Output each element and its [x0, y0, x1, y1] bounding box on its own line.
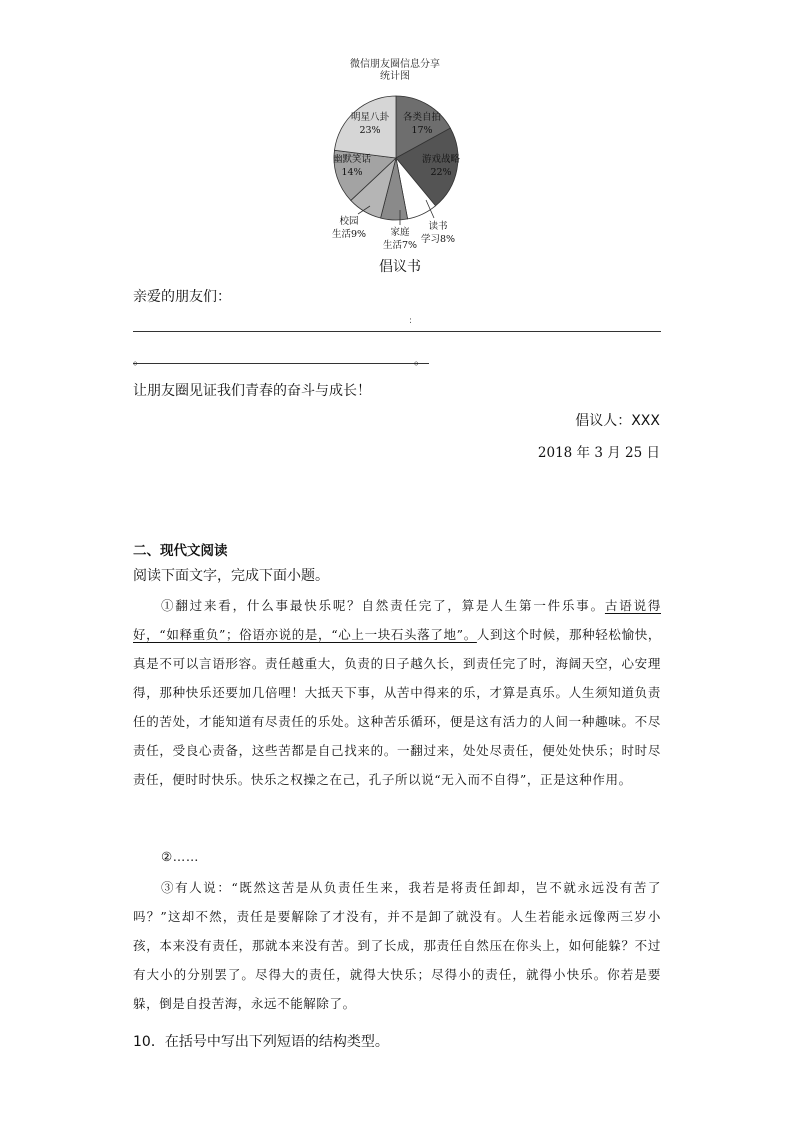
salutation: 亲爱的朋友们：	[133, 289, 231, 305]
paragraph-1-rest: 人到这个时候，那种轻松愉快，真是不可以言语形容。责任越重大，负责的日子越久长，到责任完了时，海阔天空，心安理得，那种快乐还要加几倍哩！大抵天下事，从苦中得来的乐，才算是真乐。人生须知道负责任的苦处，才能知道有尽责任的乐处。这种苦乐循环，便是这有活力的人间一种趣味。不尽责任，受良心责备，这些苦都是自己找来的。一翻过来，处处尽责任，便处处快乐；时时尽责任，便时时快乐。快乐之权操之在己，孔子所以说“无入而不自得”，正是这种作用。	[133, 627, 661, 787]
answer-blank-line-1	[133, 331, 661, 332]
pie-slice-label-4: 家庭生活7%	[382, 227, 418, 251]
answer-blank-line-2	[133, 363, 429, 364]
paragraph-1-underlined: 古语说得好，“如释重负”；俗语亦说的是，“心上一块石头落了地”。	[133, 598, 661, 642]
pie-slice-label-7: 明星八卦 23%	[350, 112, 390, 136]
pie-slice-label-5: 校园生活9%	[331, 216, 367, 240]
question-10: 10．在括号中写出下列短语的结构类型。	[133, 1034, 389, 1050]
chart-title-line-2: 统计图	[380, 71, 410, 82]
paragraph-3: ③有人说：“既然这苦是从负责任生来，我若是将责任卸却，岂不就永远没有苦了吗？”这却不然，责任是要解除了才没有，并不是卸了就没有。人生若能永远像两三岁小孩，本来没有责任，那就本来没有苦。到了长成，那责任自然压在你头上，如何能躲？不过有大小的分别罢了。尽得大的责任，就得大快乐；尽得小的责任，就得小快乐。你若是要躲，倒是自投苦海，永远不能解除了。	[133, 880, 661, 1011]
paragraph-1-start: ①翻过来看，什么事最快乐呢？自然责任完了，算是人生第一件乐事。	[161, 598, 605, 613]
letter-signer: 倡议人：XXX	[575, 413, 660, 429]
letter-date: 2018 年 3 月 25 日	[537, 445, 660, 461]
pie-slice-label-3: 读书学习8%	[420, 221, 456, 245]
letter-caption: 倡议书	[379, 259, 421, 275]
reading-instruction: 阅读下面文字，完成下面小题。	[133, 568, 329, 584]
pie-slice-label-6: 幽默笑话 14%	[332, 154, 372, 178]
blank-colon-mark: :	[409, 316, 413, 326]
letter-slogan: 让朋友圈见证我们青春的奋斗与成长！	[133, 383, 371, 399]
pie-chart	[320, 82, 480, 252]
section-title: 二、现代文阅读	[133, 543, 228, 559]
blank-period-start: 。	[133, 353, 146, 367]
pie-slice-label-2: 游戏战略 22%	[421, 154, 461, 178]
chart-title	[320, 59, 470, 83]
blank-period-end: 。	[414, 353, 427, 367]
pie-slice-label-1: 各类自拍 17%	[402, 112, 442, 136]
paragraph-1	[133, 591, 661, 794]
paragraph-2: ②……	[161, 849, 200, 864]
chart-title-line-1: 微信朋友圈信息分享	[350, 59, 440, 70]
